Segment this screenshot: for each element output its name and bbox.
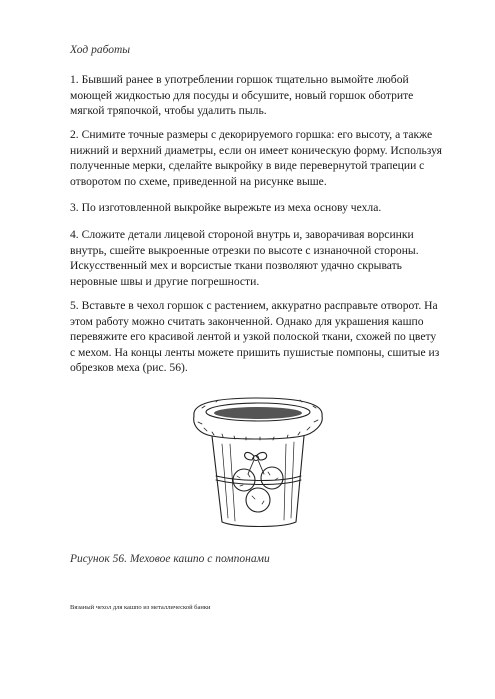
instruction-step-4: 4. Сложите детали лицевой стороной внутрь и, заворачивая ворсинки внутрь, сшейте выкроенные отрезки по высоте с изнаночной стороны. Искусственный мех и ворсистые ткани позволяют удачно скрывать неровные швы и другие погрешности. bbox=[70, 228, 419, 288]
footer-note: Вязаный чехол для кашпо из металлической банки bbox=[70, 604, 211, 611]
fur-pot-illustration bbox=[182, 394, 332, 534]
instruction-step-5: 5. Вставьте в чехол горшок с растением, аккуратно расправьте отворот. На этом работу можно считать законченной. Однако для украшения кашпо перевяжите его красивой лентой и узкой полоской ткани, схожей по цвету с мехом. На концы ленты можете пришить пушистые помпоны, сшитые из обрезков меха (рис. 56). bbox=[70, 299, 440, 375]
instruction-step-3: 3. По изготовленной выкройке вырежьте из меха основу чехла. bbox=[70, 201, 382, 214]
instruction-step-1: 1. Бывший ранее в употреблении горшок тщательно вымойте любой моющей жидкостью для посуды и обсушите, новый горшок оботрите мягкой тряпочкой, чтобы удалить пыль. bbox=[70, 73, 414, 118]
section-heading: Ход работы bbox=[70, 44, 131, 56]
instruction-step-2: 2. Снимите точные размеры с декорируемого горшка: его высоту, а также нижний и верхний диаметры, если он имеет коническую форму. Используя полученные мерки, сделайте выкройку в виде перевернутой трапеции с отворотом по схеме, приведенной на рисунке выше. bbox=[70, 128, 442, 188]
figure-caption: Рисунок 56. Меховое кашпо с помпонами bbox=[70, 553, 270, 565]
